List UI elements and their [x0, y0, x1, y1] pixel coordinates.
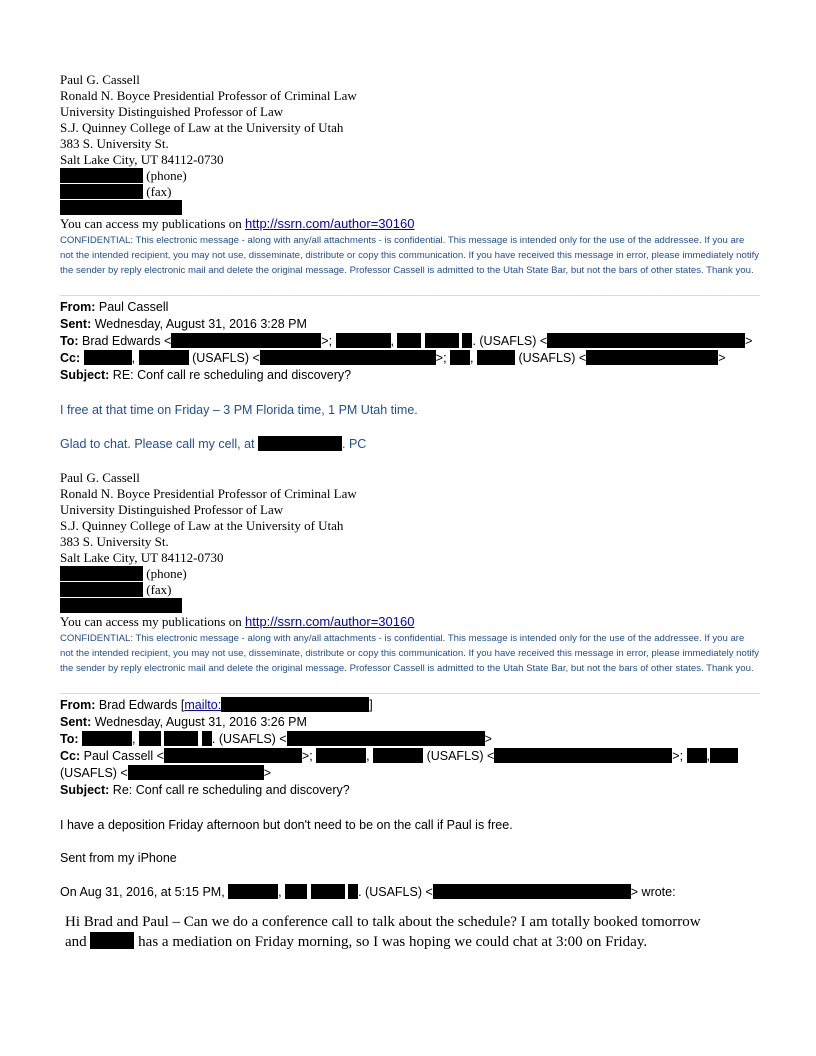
- fax-label: (fax): [143, 582, 172, 597]
- signature-title: Ronald N. Boyce Presidential Professor of Criminal Law: [60, 88, 357, 103]
- from-value: Paul Cassell: [95, 300, 169, 314]
- signature-city: Salt Lake City, UT 84112-0730: [60, 550, 224, 565]
- phone-label: (phone): [143, 168, 187, 183]
- redaction-block: [84, 350, 132, 365]
- phone-label: (phone): [143, 566, 187, 581]
- redaction-block: [311, 884, 345, 899]
- redaction-block: [687, 748, 707, 763]
- redaction-block: [433, 884, 631, 899]
- redaction-block: [60, 184, 143, 199]
- redaction-block: [462, 333, 472, 348]
- redaction-block: [60, 582, 143, 597]
- email-body-text: On Aug 31, 2016, at 5:15 PM,: [60, 885, 229, 899]
- signature-title: University Distinguished Professor of Law: [60, 502, 284, 517]
- redaction-block: [547, 333, 745, 348]
- cc-text: >;: [301, 749, 317, 763]
- redaction-block: [139, 350, 189, 365]
- redaction-block: [258, 436, 342, 451]
- cc-text: >;: [672, 749, 687, 763]
- redaction-block: [336, 333, 391, 348]
- cc-text: ,: [131, 351, 139, 365]
- from-value: ]: [369, 698, 373, 712]
- email-body-text: Glad to chat. Please call my cell, at: [60, 437, 259, 451]
- to-text: Brad Edwards <: [78, 334, 172, 348]
- to-text: . (USAFLS) <: [211, 732, 287, 746]
- email-body-text: . PC: [342, 437, 367, 451]
- redaction-block: [494, 748, 672, 763]
- redaction-block: [90, 932, 134, 949]
- quoted-text: Hi Brad and Paul – Can we do a conference call to talk about the schedule? I am totally booked tomorrow: [65, 914, 701, 930]
- redaction-block: [425, 333, 459, 348]
- cc-label: Cc:: [60, 749, 81, 763]
- signature-street: 383 S. University St.: [60, 136, 169, 151]
- publications-link[interactable]: http://ssrn.com/author=30160: [244, 216, 415, 231]
- signature-street: 383 S. University St.: [60, 534, 169, 549]
- redaction-block: [228, 884, 278, 899]
- from-label: From:: [60, 300, 96, 314]
- to-text: >: [745, 334, 753, 348]
- signature-name: Paul G. Cassell: [60, 72, 140, 87]
- redaction-block: [60, 598, 182, 613]
- redaction-block: [260, 350, 436, 365]
- to-text: >;: [321, 334, 336, 348]
- redaction-block: [164, 748, 302, 763]
- redaction-block: [60, 168, 143, 183]
- redaction-block: [164, 731, 198, 746]
- signature-school: S.J. Quinney College of Law at the University of Utah: [60, 120, 344, 135]
- redaction-block: [348, 884, 358, 899]
- cc-label: Cc:: [60, 351, 81, 365]
- email-body-text: I free at that time on Friday – 3 PM Florida time, 1 PM Utah time.: [60, 403, 418, 417]
- publications-link[interactable]: http://ssrn.com/author=30160: [244, 614, 415, 629]
- signature-block: [60, 470, 760, 630]
- subject-value: RE: Conf call re scheduling and discovery?: [109, 368, 352, 382]
- signature-name: Paul G. Cassell: [60, 470, 140, 485]
- cc-text: ,: [706, 749, 711, 763]
- redaction-block: [316, 748, 366, 763]
- to-text: . (USAFLS) <: [472, 334, 548, 348]
- redaction-block: [586, 350, 718, 365]
- redaction-block: [60, 200, 182, 215]
- redaction-block: [287, 731, 485, 746]
- email-body-text: . (USAFLS) <: [358, 885, 433, 899]
- redaction-block: [171, 333, 321, 348]
- subject-label: Subject:: [60, 368, 110, 382]
- signature-title: Ronald N. Boyce Presidential Professor of Criminal Law: [60, 486, 357, 501]
- to-text: ,: [132, 732, 139, 746]
- signature-city: Salt Lake City, UT 84112-0730: [60, 152, 224, 167]
- subject-value: Re: Conf call re scheduling and discovery?: [109, 783, 350, 797]
- to-label: To:: [60, 334, 79, 348]
- cc-text: >: [718, 351, 726, 365]
- quoted-message: [60, 913, 760, 952]
- cc-text: >: [263, 766, 272, 780]
- fax-label: (fax): [143, 184, 172, 199]
- email-header: [60, 299, 760, 384]
- redaction-block: [128, 765, 264, 780]
- redaction-block: [397, 333, 421, 348]
- redaction-block: [477, 350, 515, 365]
- email-header: [60, 697, 760, 799]
- redaction-block: [202, 731, 212, 746]
- publications-text: You can access my publications on: [60, 614, 245, 629]
- cc-text: (USAFLS) <: [188, 351, 260, 365]
- redaction-block: [373, 748, 423, 763]
- to-text: ,: [390, 334, 398, 348]
- sent-label: Sent:: [60, 317, 92, 331]
- email-body-text: Sent from my iPhone: [60, 851, 177, 865]
- quoted-text: has a mediation on Friday morning, so I was hoping we could chat at 3:00 on Friday.: [134, 934, 648, 950]
- sent-label: Sent:: [60, 715, 92, 729]
- from-value: Brad Edwards [: [95, 698, 185, 712]
- cc-text: >;: [435, 351, 451, 365]
- cc-text: ,: [366, 749, 374, 763]
- sent-value: Wednesday, August 31, 2016 3:26 PM: [91, 715, 307, 729]
- quoted-text: and: [65, 934, 91, 950]
- redaction-block: [450, 350, 470, 365]
- mailto-link[interactable]: mailto:: [184, 698, 222, 712]
- email-document: [60, 72, 760, 952]
- publications-text: You can access my publications on: [60, 216, 245, 231]
- subject-label: Subject:: [60, 783, 110, 797]
- redaction-block: [710, 748, 738, 763]
- confidentiality-notice: CONFIDENTIAL: This electronic message - along with any/all attachments - is confidential. This message is intended only for the use of the addressee. If you are not the intended recipient, you may not use, disseminate, distribute or copy this communication. If you have received this message in error, please immediately notify the sender by reply electronic mail and delete the original message. Professor Cassell is admitted to the Utah State Bar, but not the bars of other states. Thank you.: [60, 633, 760, 674]
- email-body-text: I have a deposition Friday afternoon but don't need to be on the call if Paul is free.: [60, 818, 513, 832]
- redaction-block: [60, 566, 143, 581]
- cc-text: (USAFLS) <: [423, 749, 495, 763]
- to-text: >: [484, 732, 492, 746]
- redaction-block: [221, 697, 369, 712]
- redaction-block: [139, 731, 161, 746]
- confidentiality-notice: CONFIDENTIAL: This electronic message - along with any/all attachments - is confidential. This message is intended only for the use of the addressee. If you are not the intended recipient, you may not use, disseminate, distribute or copy this communication. If you have received this message in error, please immediately notify the sender by reply electronic mail and delete the original message. Professor Cassell is admitted to the Utah State Bar, but not the bars of other states. Thank you.: [60, 235, 760, 276]
- redaction-block: [82, 731, 132, 746]
- signature-school: S.J. Quinney College of Law at the University of Utah: [60, 518, 344, 533]
- from-label: From:: [60, 698, 96, 712]
- email-body-text: ,: [278, 885, 286, 899]
- signature-block: [60, 72, 760, 232]
- email-body-text: > wrote:: [630, 885, 676, 899]
- cc-text: (USAFLS) <: [60, 766, 128, 780]
- signature-title: University Distinguished Professor of Law: [60, 104, 284, 119]
- redaction-block: [285, 884, 307, 899]
- cc-text: (USAFLS) <: [515, 351, 587, 365]
- cc-text: Paul Cassell <: [80, 749, 164, 763]
- sent-value: Wednesday, August 31, 2016 3:28 PM: [91, 317, 307, 331]
- to-label: To:: [60, 732, 79, 746]
- cc-text: ,: [470, 351, 477, 365]
